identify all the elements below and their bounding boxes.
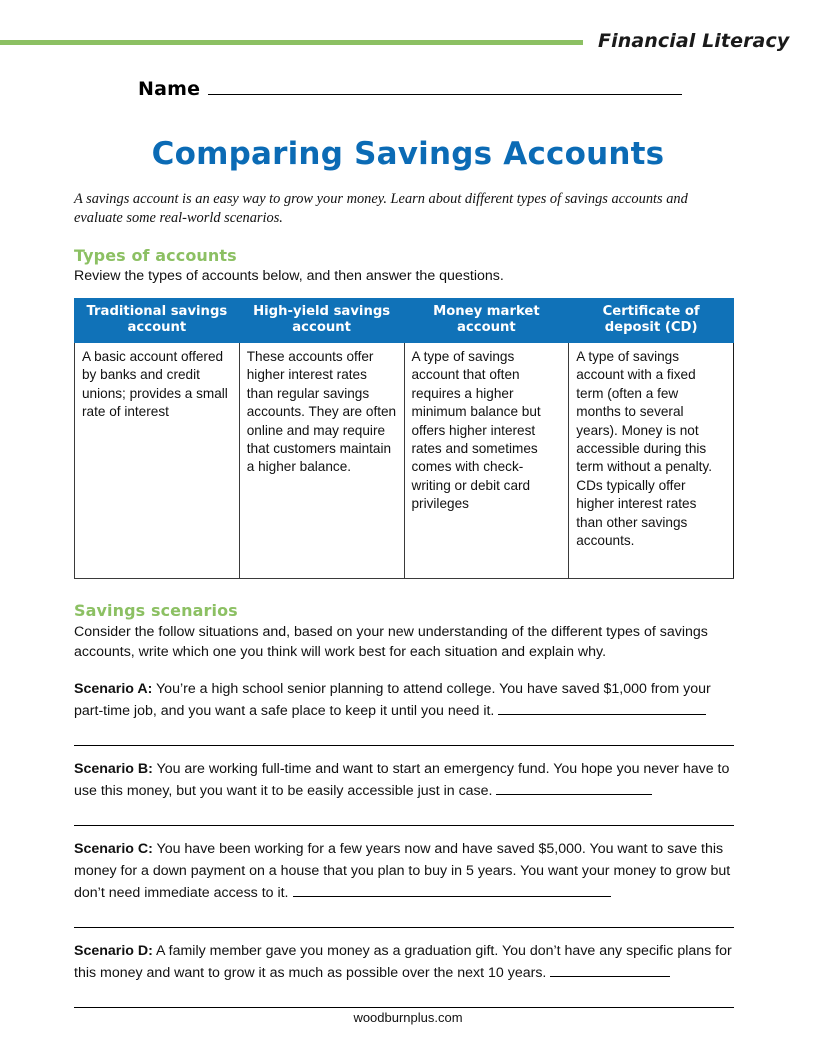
scenario-b-answer-line[interactable]: [74, 803, 734, 826]
table-cell-certificate-of-deposit: A type of savings account with a fixed term (often a few months to several years). Money is not accessible during this term without a penalty. CDs typically offer higher interest rates than other savings accounts.: [569, 343, 734, 579]
table-cell-high-yield-savings: These accounts offer higher interest rates than regular savings accounts. They are often online and may require that customers maintain a higher balance.: [239, 343, 404, 579]
name-field-row: [138, 78, 682, 100]
scenario-b-answer-input[interactable]: [496, 781, 652, 795]
page-title: Comparing Savings Accounts: [151, 136, 665, 172]
table-row: [75, 343, 734, 579]
scenario-d-answer-line[interactable]: [74, 985, 734, 1008]
scenario-b-label: Scenario B:: [74, 761, 153, 777]
scenario-b-prompt: [74, 758, 734, 802]
scenario-b-text: You are working full-time and want to start an emergency fund. You hope you never have to use this money, but you want it to be easily accessible just in case.: [74, 761, 730, 799]
scenario-c-label: Scenario C:: [74, 841, 153, 857]
scenario-c-text: You have been working for a few years now and have saved $5,000. You want to save this money for a down payment on a house that you plan to buy in 5 years. You want your money to grow but don’t need immediate access to it.: [74, 841, 731, 901]
header-green-rule: [0, 40, 583, 45]
worksheet-body: [74, 190, 736, 1020]
account-types-table: [74, 298, 734, 579]
scenario-d-text: A family member gave you money as a graduation gift. You don’t have any specific plans for this money and want to grow it as much as possible over the next 10 years.: [74, 943, 732, 981]
table-header-traditional-savings: Traditional savings account: [75, 299, 240, 343]
footer-site-name: woodburnplus.com: [353, 1010, 463, 1025]
scenario-c: [74, 838, 736, 928]
scenario-a: [74, 678, 736, 746]
intro-paragraph: A savings account is an easy way to grow your money. Learn about different types of savings accounts and evaluate some real-world scenarios.: [74, 191, 688, 226]
scenario-c-prompt: [74, 838, 734, 904]
table-cell-money-market: A type of savings account that often requires a higher minimum balance but offers higher interest rates and sometimes comes with check-writing or debit card privileges: [404, 343, 569, 579]
table-cell-traditional-savings: A basic account offered by banks and credit unions; provides a small rate of interest: [75, 343, 240, 579]
scenario-a-answer-input[interactable]: [498, 701, 706, 715]
scenario-a-answer-line[interactable]: [74, 723, 734, 746]
scenario-d-prompt: [74, 940, 734, 984]
page-header: [0, 30, 816, 62]
scenario-a-label: Scenario A:: [74, 681, 153, 697]
scenarios-instructions: Consider the follow situations and, based on your new understanding of the different types of savings accounts, write which one you think will work best for each situation and explain why.: [74, 624, 708, 660]
table-header-high-yield-savings: High-yield savings account: [239, 299, 404, 343]
scenario-b: [74, 758, 736, 826]
scenario-d-label: Scenario D:: [74, 943, 153, 959]
table-header-money-market: Money market account: [404, 299, 569, 343]
scenario-d: [74, 940, 736, 1008]
table-header-certificate-of-deposit: Certificate of deposit (CD): [569, 299, 734, 343]
scenario-d-answer-input[interactable]: [550, 963, 670, 977]
types-section-instructions: Review the types of accounts below, and then answer the questions.: [74, 268, 504, 284]
types-section-heading: Types of accounts: [74, 246, 237, 265]
scenarios-section: [74, 601, 736, 1008]
scenario-c-answer-input[interactable]: [293, 883, 611, 897]
scenario-c-answer-line[interactable]: [74, 905, 734, 928]
name-label: Name: [138, 78, 201, 100]
table-header-row: [75, 299, 734, 343]
subject-label: Financial Literacy: [598, 30, 790, 52]
scenarios-section-heading: Savings scenarios: [74, 601, 238, 620]
name-input[interactable]: [208, 80, 682, 95]
scenario-a-prompt: [74, 678, 734, 722]
scenario-a-text: You’re a high school senior planning to attend college. You have saved $1,000 from your part-time job, and you want a safe place to keep it until you need it.: [74, 681, 711, 719]
